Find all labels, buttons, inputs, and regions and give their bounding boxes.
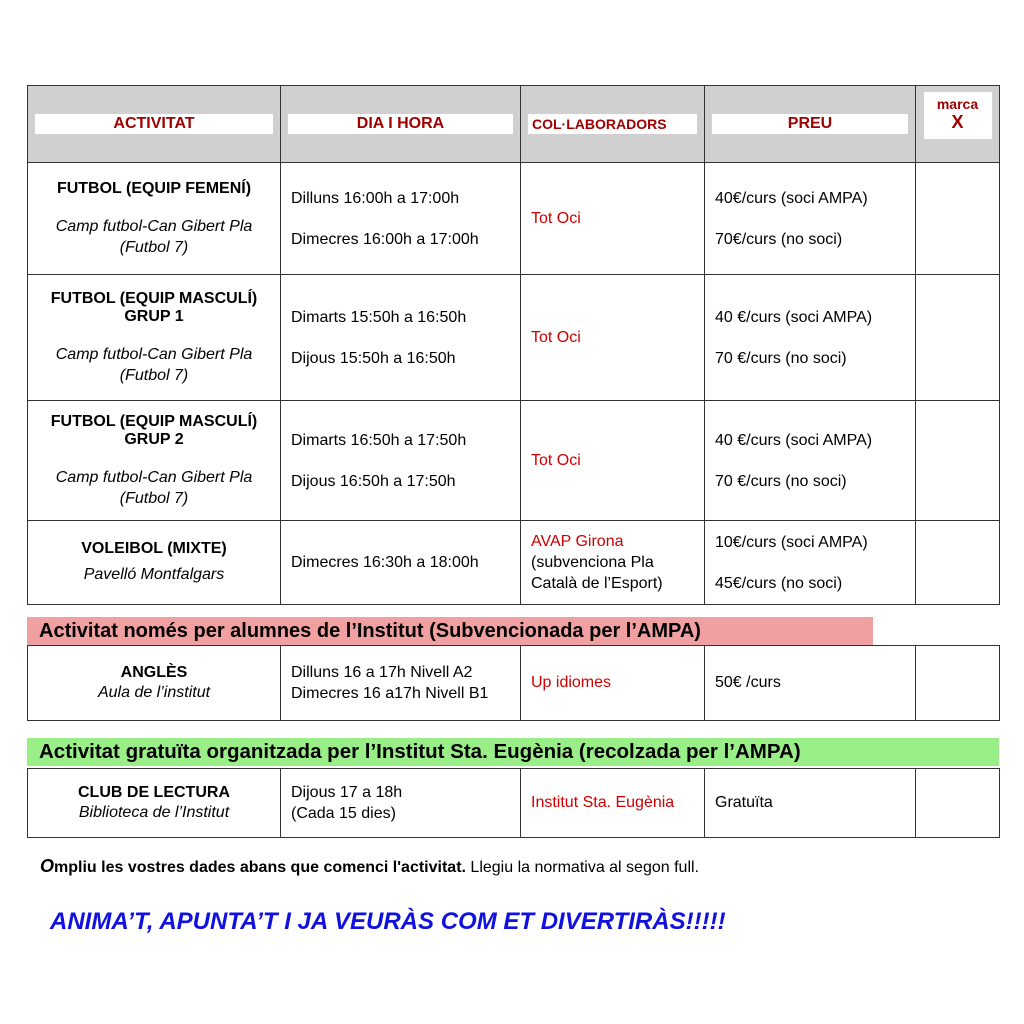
collaborator-name: Tot Oci [531,209,581,227]
collaborator-cell [521,521,705,605]
reading-club-table [27,768,1000,838]
schedule-cell [281,401,521,521]
mark-checkbox-cell[interactable] [916,521,1000,605]
collaborator-name: Up idiomes [531,674,612,691]
price-line: 70 €/curs (no soci) [715,472,847,490]
english-table [27,645,1000,721]
activity-name: CLUB DE LECTURA [78,783,230,801]
header-preu-cell [705,86,916,163]
schedule-line: Dimarts 16:50h a 17:50h [291,431,467,449]
table-row [28,163,1000,275]
collaborator-cell [521,401,705,521]
price-line: 40 €/curs (soci AMPA) [715,431,873,449]
table-row [28,275,1000,401]
schedule-cell [281,769,521,838]
instructions-note [40,856,699,877]
collaborator-name: Tot Oci [531,328,581,346]
collaborator-subtext: (subvenciona Pla Català de l’Esport) [531,554,663,592]
activity-cell [28,769,281,838]
activity-name: ANGLÈS [120,663,188,681]
mark-checkbox-cell[interactable] [916,646,1000,721]
price-line: 50€ /curs [715,674,781,691]
header-marca [924,92,992,139]
note-normal-text: Llegiu la normativa al segon full. [465,859,699,876]
banner-students-only: Activitat només per alumnes de l’Institut (Subvencionada per l’AMPA) [27,617,873,645]
collaborator-name: AVAP Girona [531,533,624,550]
schedule-cell [281,163,521,275]
banner-free-activity: Activitat gratuïta organitzada per l’Institut Sta. Eugènia (recolzada per l’AMPA) [27,738,999,766]
price-line: 70€/curs (no soci) [715,230,843,248]
collaborator-cell [521,163,705,275]
schedule-cell [281,521,521,605]
table-row [28,521,1000,605]
header-marca-cell [916,86,1000,163]
header-dia-hora-cell [281,86,521,163]
schedule-line: Dijous 15:50h a 16:50h [291,349,456,367]
collaborator-name: Institut Sta. Eugènia [531,794,675,811]
schedule-line: Dimecres 16 a17h Nivell B1 [291,685,489,702]
activity-cell [28,275,281,401]
activities-table [27,85,1000,605]
note-first-letter: O [40,856,55,876]
price-line: 70 €/curs (no soci) [715,349,847,367]
activity-cell [28,646,281,721]
schedule-line: Dilluns 16:00h a 17:00h [291,189,460,207]
price-cell [705,769,916,838]
table-row [28,401,1000,521]
price-line: 40 €/curs (soci AMPA) [715,308,873,326]
header-preu: PREU [712,114,908,134]
collaborator-cell [521,769,705,838]
activity-place: Biblioteca de l’Institut [78,803,230,821]
price-cell [705,521,916,605]
price-line: 10€/curs (soci AMPA) [715,533,868,551]
table-row [28,646,1000,721]
activity-name: VOLEIBOL (MIXTE) [81,540,227,557]
activity-place: Pavelló Montfalgars [83,566,225,583]
mark-checkbox-cell[interactable] [916,275,1000,401]
schedule-cell [281,646,521,721]
mark-checkbox-cell[interactable] [916,401,1000,521]
collaborator-name: Tot Oci [531,451,581,469]
collaborator-cell [521,646,705,721]
header-marca-x: X [951,112,964,132]
table-row [28,769,1000,838]
activity-cell [28,163,281,275]
header-activitat-cell [28,86,281,163]
price-cell [705,646,916,721]
schedule-line: Dijous 17 a 18h [291,784,403,801]
schedule-line: Dimecres 16:30h a 18:00h [291,554,479,571]
activity-name: FUTBOL (EQUIP MASCULÍ) GRUP 2 [50,412,258,448]
activity-cell [28,401,281,521]
collaborator-cell [521,275,705,401]
activity-name: FUTBOL (EQUIP FEMENÍ) [56,179,252,197]
header-collaboradors: COL·LABORADORS [528,114,697,134]
price-cell [705,275,916,401]
price-cell [705,163,916,275]
schedule-line: Dimecres 16:00h a 17:00h [291,230,479,248]
activity-name: FUTBOL (EQUIP MASCULÍ) GRUP 1 [50,289,258,325]
price-line: Gratuïta [715,794,773,811]
schedule-cell [281,275,521,401]
activity-place: Camp futbol-Can Gibert Pla (Futbol 7) [55,217,253,256]
schedule-line: Dilluns 16 a 17h Nivell A2 [291,664,473,681]
header-marca-label: marca [936,96,979,112]
note-bold-text: mpliu les vostres dades abans que comenci l'activitat. [54,859,466,876]
activity-place: Aula de l’institut [97,683,211,701]
price-line: 40€/curs (soci AMPA) [715,189,868,207]
price-line: 45€/curs (no soci) [715,574,843,592]
mark-checkbox-cell[interactable] [916,163,1000,275]
schedule-line: (Cada 15 dies) [291,805,396,822]
activity-cell [28,521,281,605]
schedule-line: Dijous 16:50h a 17:50h [291,472,456,490]
header-activitat: ACTIVITAT [35,114,273,134]
table-header-row [28,86,1000,163]
slogan: ANIMA’T, APUNTA’T I JA VEURÀS COM ET DIVERTIRÀS!!!!! [50,908,726,935]
activity-place: Camp futbol-Can Gibert Pla (Futbol 7) [55,468,253,507]
activity-place: Camp futbol-Can Gibert Pla (Futbol 7) [55,345,253,384]
mark-checkbox-cell[interactable] [916,769,1000,838]
schedule-line: Dimarts 15:50h a 16:50h [291,308,467,326]
price-cell [705,401,916,521]
header-dia-hora: DIA I HORA [288,114,513,134]
header-collaboradors-cell [521,86,705,163]
